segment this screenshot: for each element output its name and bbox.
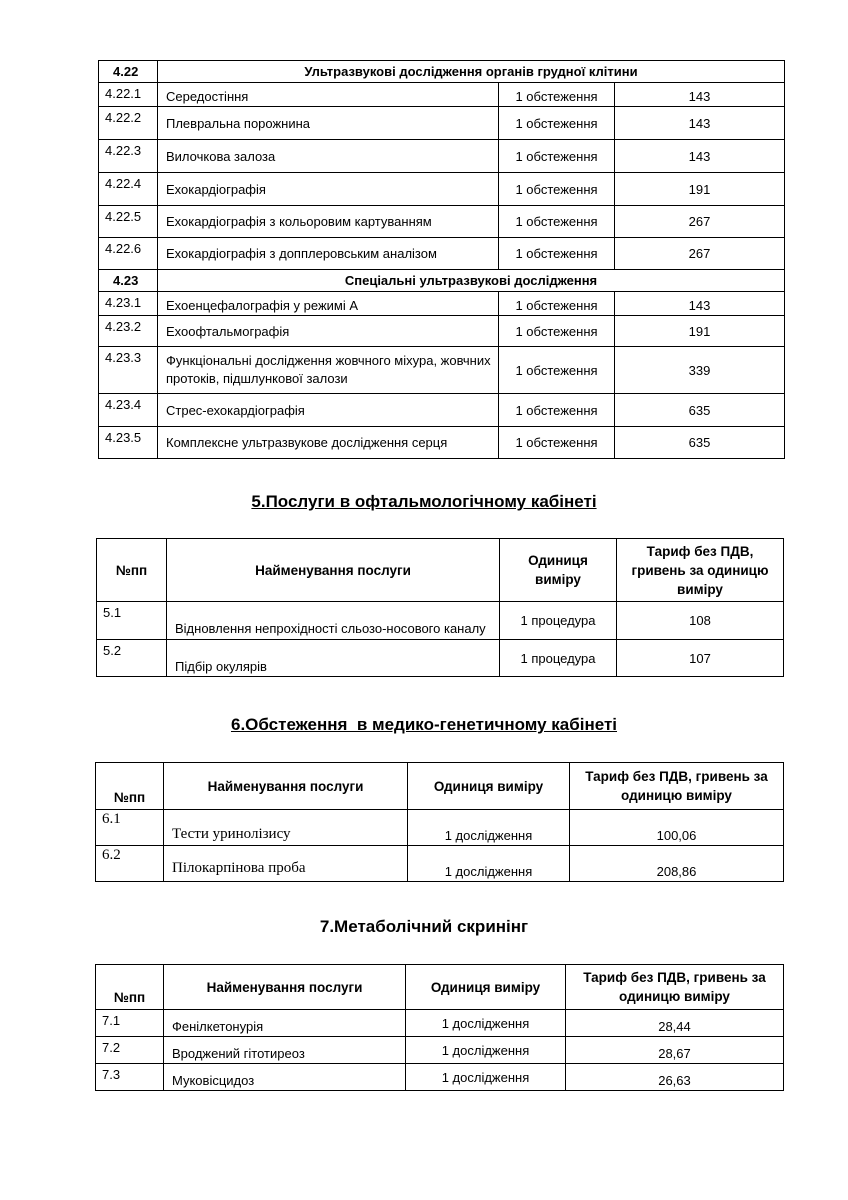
- group-title: Ультразвукові дослідження органів грудної клітини: [158, 61, 785, 83]
- header-price: Тариф без ПДВ, гривень за одиницю виміру: [617, 539, 784, 602]
- unit: 1 обстеження: [499, 347, 615, 394]
- price: 28,67: [566, 1037, 784, 1064]
- price: 635: [615, 394, 785, 427]
- price: 635: [615, 427, 785, 459]
- service-name: Ехокардіографія з кольоровим картуванням: [158, 206, 499, 238]
- row-number: 6.2: [96, 846, 164, 882]
- unit: 1 обстеження: [499, 173, 615, 206]
- group-number: 4.22: [99, 61, 158, 83]
- service-name: Пілокарпінова проба: [164, 846, 408, 882]
- service-name: Комплексне ультразвукове дослідження серця: [158, 427, 499, 459]
- table-row: [99, 83, 785, 107]
- price: 107: [617, 640, 784, 677]
- price: 267: [615, 238, 785, 270]
- row-number: 4.22.4: [99, 173, 158, 206]
- unit: 1 обстеження: [499, 107, 615, 140]
- unit: 1 обстеження: [499, 292, 615, 316]
- service-name: Плевральна порожнина: [158, 107, 499, 140]
- header-number: №пп: [97, 539, 167, 602]
- unit: 1 обстеження: [499, 394, 615, 427]
- unit: 1 дослідження: [406, 1064, 566, 1091]
- price: 143: [615, 107, 785, 140]
- section-6-title: [0, 715, 848, 735]
- header-price: Тариф без ПДВ, гривень за одиницю виміру: [570, 763, 784, 810]
- row-number: 4.22.3: [99, 140, 158, 173]
- ultrasound-table: [98, 60, 785, 459]
- unit: 1 процедура: [500, 640, 617, 677]
- service-name: Ехокардіографія: [158, 173, 499, 206]
- table-row: [99, 427, 785, 459]
- header-number: №пп: [96, 763, 164, 810]
- table-row: [96, 1064, 784, 1091]
- unit: 1 обстеження: [499, 140, 615, 173]
- unit: 1 дослідження: [408, 846, 570, 882]
- row-number: 7.2: [96, 1037, 164, 1064]
- service-name: Функціональні дослідження жовчного міхура, жовчних протоків, підшлункової залози: [158, 347, 499, 394]
- header-unit: Одиниця виміру: [408, 763, 570, 810]
- row-number: 4.23.5: [99, 427, 158, 459]
- service-name: Середостіння: [158, 83, 499, 107]
- row-number: 4.22.5: [99, 206, 158, 238]
- table-row: [99, 394, 785, 427]
- service-name: Муковісцидоз: [164, 1064, 406, 1091]
- price: 143: [615, 83, 785, 107]
- price: 108: [617, 602, 784, 640]
- group-title: Спеціальні ультразвукові дослідження: [158, 270, 785, 292]
- unit: 1 обстеження: [499, 316, 615, 347]
- section-7-title-text: 7.Метаболічний скринінг: [319, 917, 529, 936]
- price: 267: [615, 206, 785, 238]
- section-5-title: [0, 492, 848, 512]
- service-name: Ехоофтальмографія: [158, 316, 499, 347]
- unit: 1 процедура: [500, 602, 617, 640]
- price: 191: [615, 173, 785, 206]
- row-number: 4.23.3: [99, 347, 158, 394]
- table-row: [96, 810, 784, 846]
- row-number: 4.22.1: [99, 83, 158, 107]
- metabolic-screening-table: [95, 964, 784, 1091]
- service-name: Тести уринолізису: [164, 810, 408, 846]
- table-row: [99, 206, 785, 238]
- header-price: Тариф без ПДВ, гривень за одиницю виміру: [566, 965, 784, 1010]
- table-row: [99, 292, 785, 316]
- header-unit: Одиниця виміру: [406, 965, 566, 1010]
- section-7-title: [0, 917, 848, 937]
- group-row: [99, 61, 785, 83]
- header-name: Найменування послуги: [164, 763, 408, 810]
- unit: 1 дослідження: [406, 1010, 566, 1037]
- header-name: Найменування послуги: [167, 539, 500, 602]
- price: 28,44: [566, 1010, 784, 1037]
- header-number: №пп: [96, 965, 164, 1010]
- service-name: Стрес-ехокардіографія: [158, 394, 499, 427]
- group-row: [99, 270, 785, 292]
- table-row: [99, 238, 785, 270]
- row-number: 5.2: [97, 640, 167, 677]
- table-row: [99, 316, 785, 347]
- table-row: [96, 1010, 784, 1037]
- section-6-title-text: 6.Обстеження в медико-генетичному кабінеті: [230, 715, 618, 734]
- header-unit: Одиниця виміру: [500, 539, 617, 602]
- price: 26,63: [566, 1064, 784, 1091]
- table-row: [96, 1037, 784, 1064]
- service-name: Ехоенцефалографія у режимі А: [158, 292, 499, 316]
- table-row: [96, 846, 784, 882]
- row-number: 4.23.2: [99, 316, 158, 347]
- price: 100,06: [570, 810, 784, 846]
- table-row: [97, 602, 784, 640]
- row-number: 6.1: [96, 810, 164, 846]
- price: 339: [615, 347, 785, 394]
- row-number: 7.3: [96, 1064, 164, 1091]
- unit: 1 дослідження: [406, 1037, 566, 1064]
- table-row: [97, 640, 784, 677]
- header-name: Найменування послуги: [164, 965, 406, 1010]
- service-name: Вилочкова залоза: [158, 140, 499, 173]
- row-number: 5.1: [97, 602, 167, 640]
- row-number: 4.22.2: [99, 107, 158, 140]
- section-5-title-text: 5.Послуги в офтальмологічному кабінеті: [251, 492, 597, 511]
- row-number: 7.1: [96, 1010, 164, 1037]
- service-name: Фенілкетонурія: [164, 1010, 406, 1037]
- price: 191: [615, 316, 785, 347]
- price: 208,86: [570, 846, 784, 882]
- price: 143: [615, 292, 785, 316]
- table-header-row: [96, 965, 784, 1010]
- price: 143: [615, 140, 785, 173]
- service-name: Відновлення непрохідності сльозо-носового каналу: [167, 602, 500, 640]
- genetics-table: [95, 762, 784, 882]
- row-number: 4.23.1: [99, 292, 158, 316]
- service-name: Ехокардіографія з допплеровським аналізом: [158, 238, 499, 270]
- unit: 1 обстеження: [499, 427, 615, 459]
- unit: 1 обстеження: [499, 206, 615, 238]
- table-header-row: [96, 763, 784, 810]
- table-row: [99, 347, 785, 394]
- table-row: [99, 140, 785, 173]
- service-name: Вроджений гітотиреоз: [164, 1037, 406, 1064]
- row-number: 4.22.6: [99, 238, 158, 270]
- table-row: [99, 173, 785, 206]
- unit: 1 обстеження: [499, 238, 615, 270]
- table-header-row: [97, 539, 784, 602]
- group-number: 4.23: [99, 270, 158, 292]
- table-row: [99, 107, 785, 140]
- unit: 1 дослідження: [408, 810, 570, 846]
- service-name: Підбір окулярів: [167, 640, 500, 677]
- ophthalmology-table: [96, 538, 784, 677]
- row-number: 4.23.4: [99, 394, 158, 427]
- unit: 1 обстеження: [499, 83, 615, 107]
